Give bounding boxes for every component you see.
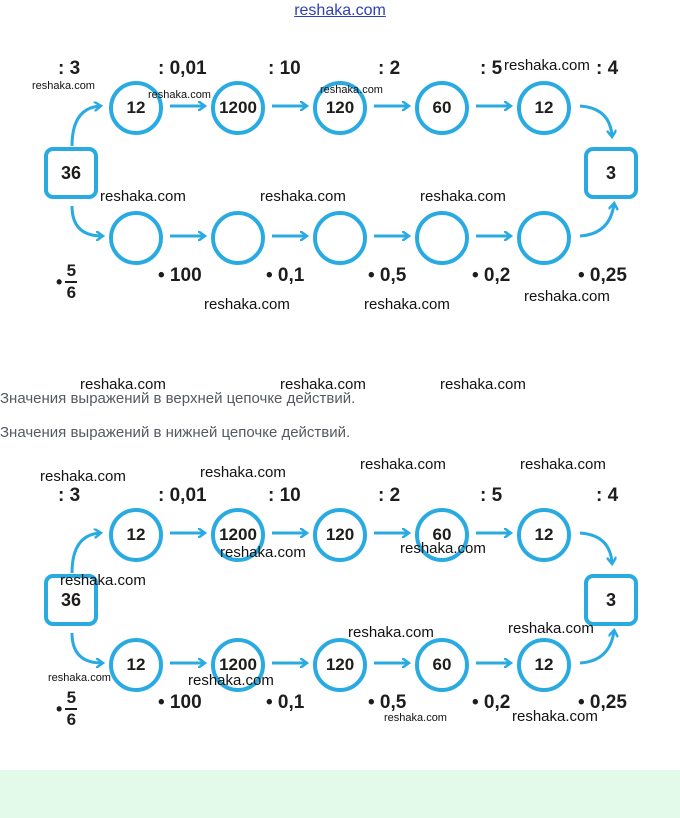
top-op-5: : 5 [480, 58, 503, 79]
bottom-op-4: • 0,5 [368, 692, 407, 713]
watermark: reshaka.com [260, 188, 346, 205]
watermark: reshaka.com [32, 80, 95, 92]
top-node-1: 12 [109, 508, 163, 562]
bottom-op-fraction [56, 689, 77, 729]
bottom-op-2: • 100 [158, 265, 202, 286]
top-op-1: : 3 [58, 485, 81, 506]
top-node-2: 1200 [211, 81, 265, 135]
site-title[interactable]: reshaka.com [294, 2, 386, 19]
top-node-2: 1200 [211, 508, 265, 562]
bottom-node-5: 12 [517, 638, 571, 692]
watermark: reshaka.com [420, 188, 506, 205]
top-op-3: : 10 [268, 485, 301, 506]
start-box: 36 [44, 147, 98, 199]
top-op-5: : 5 [480, 485, 503, 506]
bottom-node-4: 60 [415, 638, 469, 692]
top-op-6: : 4 [596, 58, 619, 79]
top-op-1: : 3 [58, 58, 81, 79]
watermark: reshaka.com [364, 296, 450, 313]
watermark: reshaka.com [520, 456, 606, 473]
watermark: reshaka.com [440, 376, 526, 393]
bottom-node-1: 12 [109, 638, 163, 692]
fraction-dot: • [56, 271, 63, 292]
watermark: reshaka.com [80, 376, 166, 393]
watermark: reshaka.com [40, 468, 126, 485]
text-lower-chain: Значения выражений в нижней цепочке действий. [0, 424, 351, 441]
bottom-op-5: • 0,2 [472, 265, 511, 286]
fraction-denominator: 6 [66, 283, 77, 302]
watermark: reshaka.com [100, 188, 186, 205]
fraction-numerator: 5 [66, 688, 77, 707]
bottom-node-5[interactable] [517, 211, 571, 265]
top-node-3: 120 [313, 81, 367, 135]
watermark: reshaka.com [220, 544, 306, 561]
end-box: 3 [584, 147, 638, 199]
watermark: reshaka.com [508, 620, 594, 637]
fraction-dot: • [56, 698, 63, 719]
top-op-2: : 0,01 [158, 485, 207, 506]
watermark: reshaka.com [512, 708, 598, 725]
watermark: reshaka.com [148, 89, 211, 101]
watermark: reshaka.com [504, 57, 590, 74]
top-op-3: : 10 [268, 58, 301, 79]
top-node-5: 12 [517, 81, 571, 135]
top-node-3: 120 [313, 508, 367, 562]
watermark: reshaka.com [360, 456, 446, 473]
text-upper-chain: Значения выражений в верхней цепочке действий. [0, 390, 356, 407]
watermark: reshaka.com [320, 84, 383, 96]
watermark: reshaka.com [384, 712, 447, 724]
bottom-op-6: • 0,25 [578, 265, 627, 286]
bottom-op-5: • 0,2 [472, 692, 511, 713]
watermark: reshaka.com [188, 672, 274, 689]
watermark: reshaka.com [348, 624, 434, 641]
watermark: reshaka.com [400, 540, 486, 557]
bottom-band [0, 770, 680, 818]
bottom-node-2: 1200 [211, 638, 265, 692]
bottom-op-3: • 0,1 [266, 692, 305, 713]
top-node-4: 60 [415, 81, 469, 135]
top-op-2: : 0,01 [158, 58, 207, 79]
top-node-4: 60 [415, 508, 469, 562]
bottom-node-3: 120 [313, 638, 367, 692]
bottom-op-2: • 100 [158, 692, 202, 713]
top-node-5: 12 [517, 508, 571, 562]
top-op-4: : 2 [378, 485, 401, 506]
bottom-op-6: • 0,25 [578, 692, 627, 713]
bottom-op-3: • 0,1 [266, 265, 305, 286]
top-node-1: 12 [109, 81, 163, 135]
chain-diagram-2 [0, 477, 680, 737]
fraction-denominator: 6 [66, 710, 77, 729]
bottom-op-4: • 0,5 [368, 265, 407, 286]
end-box: 3 [584, 574, 638, 626]
bottom-node-1[interactable] [109, 211, 163, 265]
fraction-numerator: 5 [66, 261, 77, 280]
watermark: reshaka.com [60, 572, 146, 589]
bottom-op-fraction [56, 262, 77, 302]
watermark: reshaka.com [200, 464, 286, 481]
top-op-6: : 4 [596, 485, 619, 506]
watermark: reshaka.com [204, 296, 290, 313]
watermark: reshaka.com [48, 672, 111, 684]
bottom-node-3[interactable] [313, 211, 367, 265]
start-box: 36 [44, 574, 98, 626]
bottom-node-4[interactable] [415, 211, 469, 265]
watermark: reshaka.com [524, 288, 610, 305]
top-op-4: : 2 [378, 58, 401, 79]
watermark: reshaka.com [280, 376, 366, 393]
bottom-node-2[interactable] [211, 211, 265, 265]
